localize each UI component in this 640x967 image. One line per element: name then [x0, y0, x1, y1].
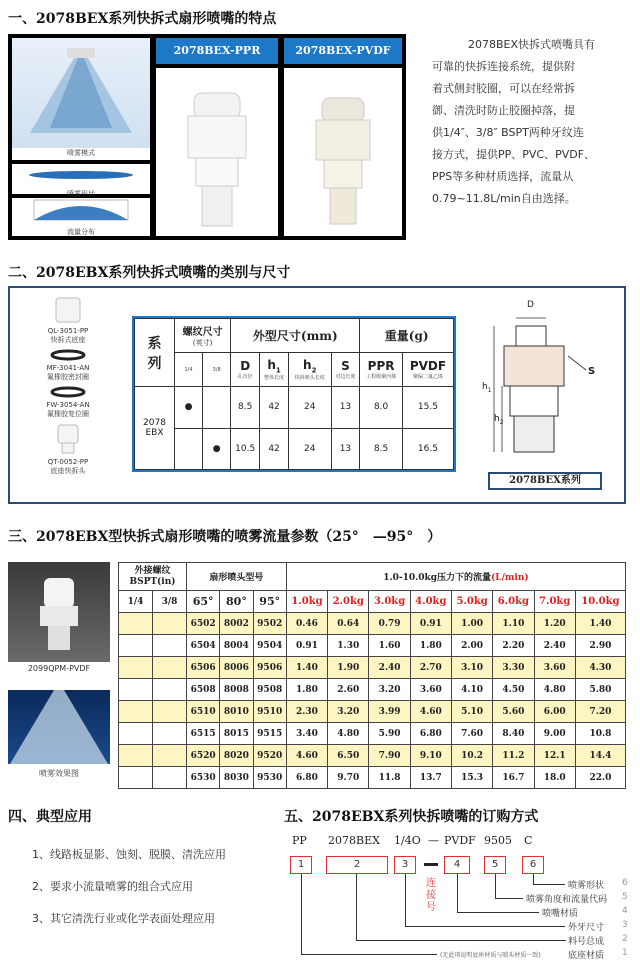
- order-box-2: 2: [326, 856, 388, 874]
- desc-line: 着式侧封胶圈，可以在经常拆: [432, 82, 575, 95]
- cell: 4.80: [534, 679, 575, 701]
- section3-title: 三、2078EBX型快拆式扇形喷嘴的喷雾流量参数（25° —95° ）: [8, 529, 442, 545]
- leader-line: [405, 926, 565, 927]
- caption-product: 2099QPM-PVDF: [27, 664, 91, 673]
- cell: 0.79: [369, 613, 410, 635]
- dim-col-note: 快拆喷头长度: [294, 375, 325, 382]
- cell: 2.60: [328, 679, 369, 701]
- spray-shape: [12, 164, 150, 198]
- cell: 1.40: [575, 613, 625, 635]
- order-label-2: 料号总成: [568, 937, 605, 947]
- cell: 9.10: [410, 745, 451, 767]
- dim-col-D: [231, 353, 260, 387]
- quick-head-image: [18, 423, 118, 455]
- cell: 6502: [187, 613, 220, 635]
- weight-col-note: 工程级聚丙烯: [366, 374, 397, 380]
- weight-header: 重量(g): [360, 319, 454, 353]
- part-name: 氟橡胶复位圈: [47, 410, 89, 418]
- cell: 6506: [187, 657, 220, 679]
- cell: 9506: [253, 657, 286, 679]
- series-name: 2078 EBX: [135, 387, 175, 470]
- section2-title: 二、2078EBX系列快拆式喷嘴的类别与尺寸: [8, 265, 291, 281]
- part-name: 氟橡胶密封圈: [47, 373, 89, 381]
- order-num-3: 3: [622, 920, 628, 930]
- dim-label-h2: $h_2$: [494, 414, 504, 426]
- product-photo-ppr: [156, 68, 278, 236]
- dim-col-h1: [260, 353, 289, 387]
- dim-col-S: [331, 353, 360, 387]
- desc-line: 供1/4″、3/8″ BSPT两种牙纹连: [432, 126, 584, 139]
- leader-line: [457, 912, 539, 913]
- order-label-5: 喷雾角度和流量代码: [526, 895, 608, 905]
- thread-cell: [153, 701, 187, 723]
- weight-col-symbol: PPR: [367, 359, 395, 373]
- base-part-image: [18, 296, 118, 324]
- part-code: QL-3051-PP: [47, 327, 89, 335]
- dim-col-symbol: D: [240, 359, 251, 373]
- weight-col-symbol: PVDF: [409, 359, 447, 373]
- cell: 4.10: [451, 679, 492, 701]
- cell: 13: [331, 428, 360, 470]
- cell: 16.5: [402, 428, 453, 470]
- order-box-3: 3: [394, 856, 416, 874]
- reset-ring-image: [18, 386, 118, 398]
- cell: 22.0: [575, 767, 625, 789]
- thread-cell: [119, 745, 153, 767]
- pressure-col: 5.0kg: [451, 591, 492, 613]
- cell: 2.70: [410, 657, 451, 679]
- order-code-part: 9505: [484, 834, 512, 847]
- dim-col-note: 孔直径: [237, 374, 253, 380]
- order-code-part: 2078BEX: [328, 834, 380, 847]
- cell: 1.10: [493, 613, 534, 635]
- weight-col-note: 聚偏二氟乙烯: [412, 374, 443, 380]
- header-ppr: 2078BEX-PPR: [156, 38, 278, 64]
- dim-col-symbol: h: [267, 357, 276, 372]
- cell: 15.5: [402, 387, 453, 429]
- cell: 8.5: [231, 387, 260, 429]
- dim-label-h1: $h_1$: [482, 382, 492, 394]
- cell: 1.90: [328, 657, 369, 679]
- cell: 0.91: [286, 635, 327, 657]
- thread-cell: [153, 635, 187, 657]
- cell: 16.7: [493, 767, 534, 789]
- header-pvdf: 2078BEX-PVDF: [284, 38, 402, 64]
- part-name: 底座快拆头: [50, 467, 86, 475]
- dim-col-subscript: 2: [311, 366, 317, 375]
- thread-cell: [119, 657, 153, 679]
- cell: 9.70: [328, 767, 369, 789]
- section4-title: 四、典型应用: [8, 809, 92, 825]
- cell: 1.20: [534, 613, 575, 635]
- cell: 3.40: [286, 723, 327, 745]
- order-num-6: 6: [622, 878, 628, 888]
- cell: 7.20: [575, 701, 625, 723]
- application-item: 1、线路板显影、蚀刻、脱膜、清洗应用: [32, 848, 226, 861]
- thread-cell: [119, 635, 153, 657]
- cell: 8030: [220, 767, 253, 789]
- order-label-4: 喷嘴材质: [542, 909, 579, 919]
- order-box-5: 5: [484, 856, 506, 874]
- cell: 24: [288, 428, 331, 470]
- cell: 9.00: [534, 723, 575, 745]
- cell: 9508: [253, 679, 286, 701]
- order-code-part: 1/4O: [394, 834, 421, 847]
- caption-spray-effect: 喷雾效果图: [39, 769, 79, 778]
- leader-line: [301, 954, 437, 955]
- cell: 24: [288, 387, 331, 429]
- angle-col: 80°: [220, 591, 253, 613]
- cell: 2.90: [575, 635, 625, 657]
- order-code-part: C: [524, 834, 533, 847]
- product-photo-pvdf: [284, 68, 402, 236]
- spec-table: [134, 318, 454, 470]
- table-row: [119, 657, 626, 679]
- nozzle-pvdf-image: [284, 68, 402, 236]
- cell: 8004: [220, 635, 253, 657]
- pressure-col: 6.0kg: [493, 591, 534, 613]
- cell: 12.1: [534, 745, 575, 767]
- cell: 8.40: [493, 723, 534, 745]
- order-box-4: 4: [444, 856, 470, 874]
- application-item: 2、要求小流量喷雾的组合式应用: [32, 880, 193, 893]
- cell: 4.80: [328, 723, 369, 745]
- cell: 7.90: [369, 745, 410, 767]
- cell: 2.20: [493, 635, 534, 657]
- table-row: [119, 767, 626, 789]
- series-header: 系 列: [135, 319, 175, 387]
- part-name: 快拆式底座: [50, 336, 86, 344]
- dimension-header: 外型尺寸(mm): [231, 319, 360, 353]
- leader-line: [356, 874, 357, 940]
- thread-header-label: 螺纹尺寸: [182, 327, 223, 338]
- dash-mark: [424, 863, 438, 866]
- cell: 2.40: [534, 635, 575, 657]
- cell: 9520: [253, 745, 286, 767]
- cell: 8015: [220, 723, 253, 745]
- table-row: [119, 613, 626, 635]
- thread-col: 3/8: [153, 591, 187, 613]
- cell: 6504: [187, 635, 220, 657]
- cell: 0.64: [328, 613, 369, 635]
- order-label-6: 喷雾形状: [568, 881, 605, 891]
- spec-table-frame: [132, 316, 456, 472]
- cell: 18.0: [534, 767, 575, 789]
- thread-header-sub: (英寸): [192, 339, 213, 347]
- cell: 9504: [253, 635, 286, 657]
- flow-header: [286, 563, 625, 591]
- leader-line: [533, 874, 534, 884]
- pressure-col: 4.0kg: [410, 591, 451, 613]
- diagram-label: 2078BEX系列: [488, 472, 602, 490]
- cell: 5.80: [575, 679, 625, 701]
- table-row: [119, 723, 626, 745]
- table-row: [119, 635, 626, 657]
- dim-col-h2: [288, 353, 331, 387]
- cell: 3.20: [369, 679, 410, 701]
- thread-header: 外接螺纹 BSPT(in): [119, 563, 187, 591]
- cell: 5.60: [493, 701, 534, 723]
- order-num-4: 4: [622, 906, 628, 916]
- pressure-col: 3.0kg: [369, 591, 410, 613]
- model-header: 扇形喷头型号: [187, 563, 287, 591]
- section5-title: 五、2078EBX系列快拆喷嘴的订购方式: [284, 809, 539, 825]
- cell: 14.4: [575, 745, 625, 767]
- order-code-part: PVDF: [444, 834, 476, 847]
- table-row: [119, 745, 626, 767]
- spray-effect-photo: [8, 690, 110, 764]
- desc-line: 可靠的快拆连接系统，提供附: [432, 60, 575, 73]
- connector-label: 连 接 号: [426, 878, 436, 913]
- cell: 8006: [220, 657, 253, 679]
- desc-line: PPS等多种材质选择，流量从: [432, 170, 574, 183]
- cell: 9510: [253, 701, 286, 723]
- cell: 3.60: [534, 657, 575, 679]
- nozzle-product-photo: [8, 562, 110, 662]
- cell: 1.30: [328, 635, 369, 657]
- section1-title: 一、2078BEX系列快拆式扇形喷嘴的特点: [8, 11, 277, 27]
- cell: 9515: [253, 723, 286, 745]
- thread-header: [175, 319, 231, 353]
- cell: 15.3: [451, 767, 492, 789]
- nozzle-ppr-image: [156, 68, 278, 236]
- dim-label-h: h: [482, 382, 488, 392]
- flow-table-body: [119, 613, 626, 789]
- pressure-col: 1.0kg: [286, 591, 327, 613]
- parts-list: [18, 296, 118, 476]
- dim-col-symbol: h: [303, 357, 312, 372]
- cell: 8.0: [360, 387, 403, 429]
- cell: [175, 428, 203, 470]
- flow-header-label: 1.0-10.0kg压力下的流量: [383, 573, 492, 583]
- seal-ring-image: [18, 349, 118, 361]
- desc-line: 2078BEX快拆式喷嘴具有: [468, 38, 596, 51]
- dim-label-S: S: [588, 366, 596, 377]
- table-row: [119, 679, 626, 701]
- cell: 11.8: [369, 767, 410, 789]
- thread-cell: [119, 613, 153, 635]
- cell: 13.7: [410, 767, 451, 789]
- order-label-1: 底座材质: [568, 951, 605, 961]
- desc-line: 0.79~11.8L/min自由选择。: [432, 192, 576, 205]
- flow-unit: (L/min): [491, 573, 529, 583]
- part-code: MF-3041-AN: [46, 364, 90, 372]
- spray-pattern-photo: [12, 38, 150, 148]
- thread-cell: [153, 745, 187, 767]
- cell: 13: [331, 387, 360, 429]
- leader-line: [533, 884, 565, 885]
- cell: 5.10: [451, 701, 492, 723]
- table-row: [119, 701, 626, 723]
- cell: 4.50: [493, 679, 534, 701]
- order-note: (无此项说明底座材质与喷头材质一致): [440, 952, 541, 959]
- cell: 1.40: [286, 657, 327, 679]
- leader-line: [495, 898, 523, 899]
- cell: 6508: [187, 679, 220, 701]
- weight-col-pvdf: [402, 353, 453, 387]
- part-code: FW-3054-AN: [46, 401, 90, 409]
- thread-col: 1/4: [175, 353, 203, 387]
- cell: 6510: [187, 701, 220, 723]
- leader-line: [356, 940, 566, 941]
- cell: 1.00: [451, 613, 492, 635]
- dim-col-note: 整体长度: [264, 375, 285, 382]
- caption-flow-distribution: 流量分布: [67, 228, 95, 236]
- thread-cell: [153, 767, 187, 789]
- thread-col: 1/4: [119, 591, 153, 613]
- cell: 3.30: [493, 657, 534, 679]
- features-panel: [8, 34, 406, 240]
- dim-col-subscript: 1: [275, 366, 281, 375]
- thread-cell: [119, 679, 153, 701]
- cell: 6.50: [328, 745, 369, 767]
- leader-line: [405, 874, 406, 926]
- thread-cell: [119, 723, 153, 745]
- angle-col: 65°: [187, 591, 220, 613]
- cell: 3.20: [328, 701, 369, 723]
- cell: 8.5: [360, 428, 403, 470]
- cell: 11.2: [493, 745, 534, 767]
- order-code-part: PP: [292, 834, 307, 847]
- cell: 7.60: [451, 723, 492, 745]
- order-code-dash: —: [428, 834, 439, 847]
- cell: 6520: [187, 745, 220, 767]
- cross-section-diagram: [474, 296, 618, 496]
- cell: 6515: [187, 723, 220, 745]
- dim-label-h: h: [494, 414, 500, 424]
- cell: 4.60: [410, 701, 451, 723]
- desc-line: 御、清洗时防止胶圈掉落，提: [432, 104, 575, 117]
- order-num-5: 5: [622, 892, 628, 902]
- cell: 4.60: [286, 745, 327, 767]
- flow-distribution: [12, 198, 150, 236]
- order-label-3: 外牙尺寸: [568, 923, 605, 933]
- cell: 3.60: [410, 679, 451, 701]
- cell: 5.90: [369, 723, 410, 745]
- thread-cell: [119, 767, 153, 789]
- cell: 6.80: [410, 723, 451, 745]
- cell: [203, 387, 231, 429]
- caption-spray-shape: 喷雾形状: [67, 190, 95, 198]
- cell: 8020: [220, 745, 253, 767]
- table-row: [135, 428, 454, 470]
- cell: 1.80: [410, 635, 451, 657]
- cell: 8010: [220, 701, 253, 723]
- flow-table: [118, 562, 626, 789]
- thread-col: 3/8: [203, 353, 231, 387]
- weight-col-ppr: [360, 353, 403, 387]
- cell: 42: [260, 387, 289, 429]
- thread-cell: [153, 723, 187, 745]
- thread-cell: [153, 613, 187, 635]
- cell: 2.40: [369, 657, 410, 679]
- table-row: [135, 387, 454, 429]
- caption-spray-pattern: 喷雾模式: [12, 148, 150, 160]
- cell: ●: [203, 428, 231, 470]
- cell: 4.30: [575, 657, 625, 679]
- flow-table-wrap: [118, 562, 626, 789]
- spray-pattern-image: [12, 38, 150, 148]
- leader-line: [301, 874, 302, 954]
- thread-cell: [153, 679, 187, 701]
- thread-cell: [153, 657, 187, 679]
- cell: ●: [175, 387, 203, 429]
- desc-line: 接方式，提供PP、PVC、PVDF、: [432, 148, 596, 161]
- cell: 10.5: [231, 428, 260, 470]
- cell: 6.80: [286, 767, 327, 789]
- cell: 42: [260, 428, 289, 470]
- order-num-2: 2: [622, 934, 628, 944]
- cell: 9530: [253, 767, 286, 789]
- cell: 2.00: [451, 635, 492, 657]
- specs-frame: [8, 286, 626, 504]
- dim-col-note: 对边长度: [335, 374, 356, 380]
- dim-label-D: D: [527, 300, 534, 310]
- cell: 1.60: [369, 635, 410, 657]
- cell: 9502: [253, 613, 286, 635]
- pressure-col: 2.0kg: [328, 591, 369, 613]
- cell: 10.8: [575, 723, 625, 745]
- cell: 8002: [220, 613, 253, 635]
- pressure-col: 7.0kg: [534, 591, 575, 613]
- order-box-6: 6: [522, 856, 544, 874]
- cell: 0.91: [410, 613, 451, 635]
- order-num-1: 1: [622, 948, 628, 958]
- cell: 1.80: [286, 679, 327, 701]
- part-code: QT-0052-PP: [47, 458, 89, 466]
- leader-line: [495, 874, 496, 898]
- application-item: 3、其它清洗行业或化学表面处理应用: [32, 912, 215, 925]
- cell: 3.10: [451, 657, 492, 679]
- nozzle-section-drawing: [474, 296, 618, 464]
- cell: 6.00: [534, 701, 575, 723]
- cell: 2.30: [286, 701, 327, 723]
- leader-line: [457, 874, 458, 912]
- dim-col-symbol: S: [341, 359, 350, 373]
- cell: 8008: [220, 679, 253, 701]
- cell: 3.99: [369, 701, 410, 723]
- angle-col: 95°: [253, 591, 286, 613]
- cell: 6530: [187, 767, 220, 789]
- pressure-col: 10.0kg: [575, 591, 625, 613]
- order-box-1: 1: [290, 856, 312, 874]
- cell: 0.46: [286, 613, 327, 635]
- thread-cell: [119, 701, 153, 723]
- features-description: [432, 34, 632, 210]
- cell: 10.2: [451, 745, 492, 767]
